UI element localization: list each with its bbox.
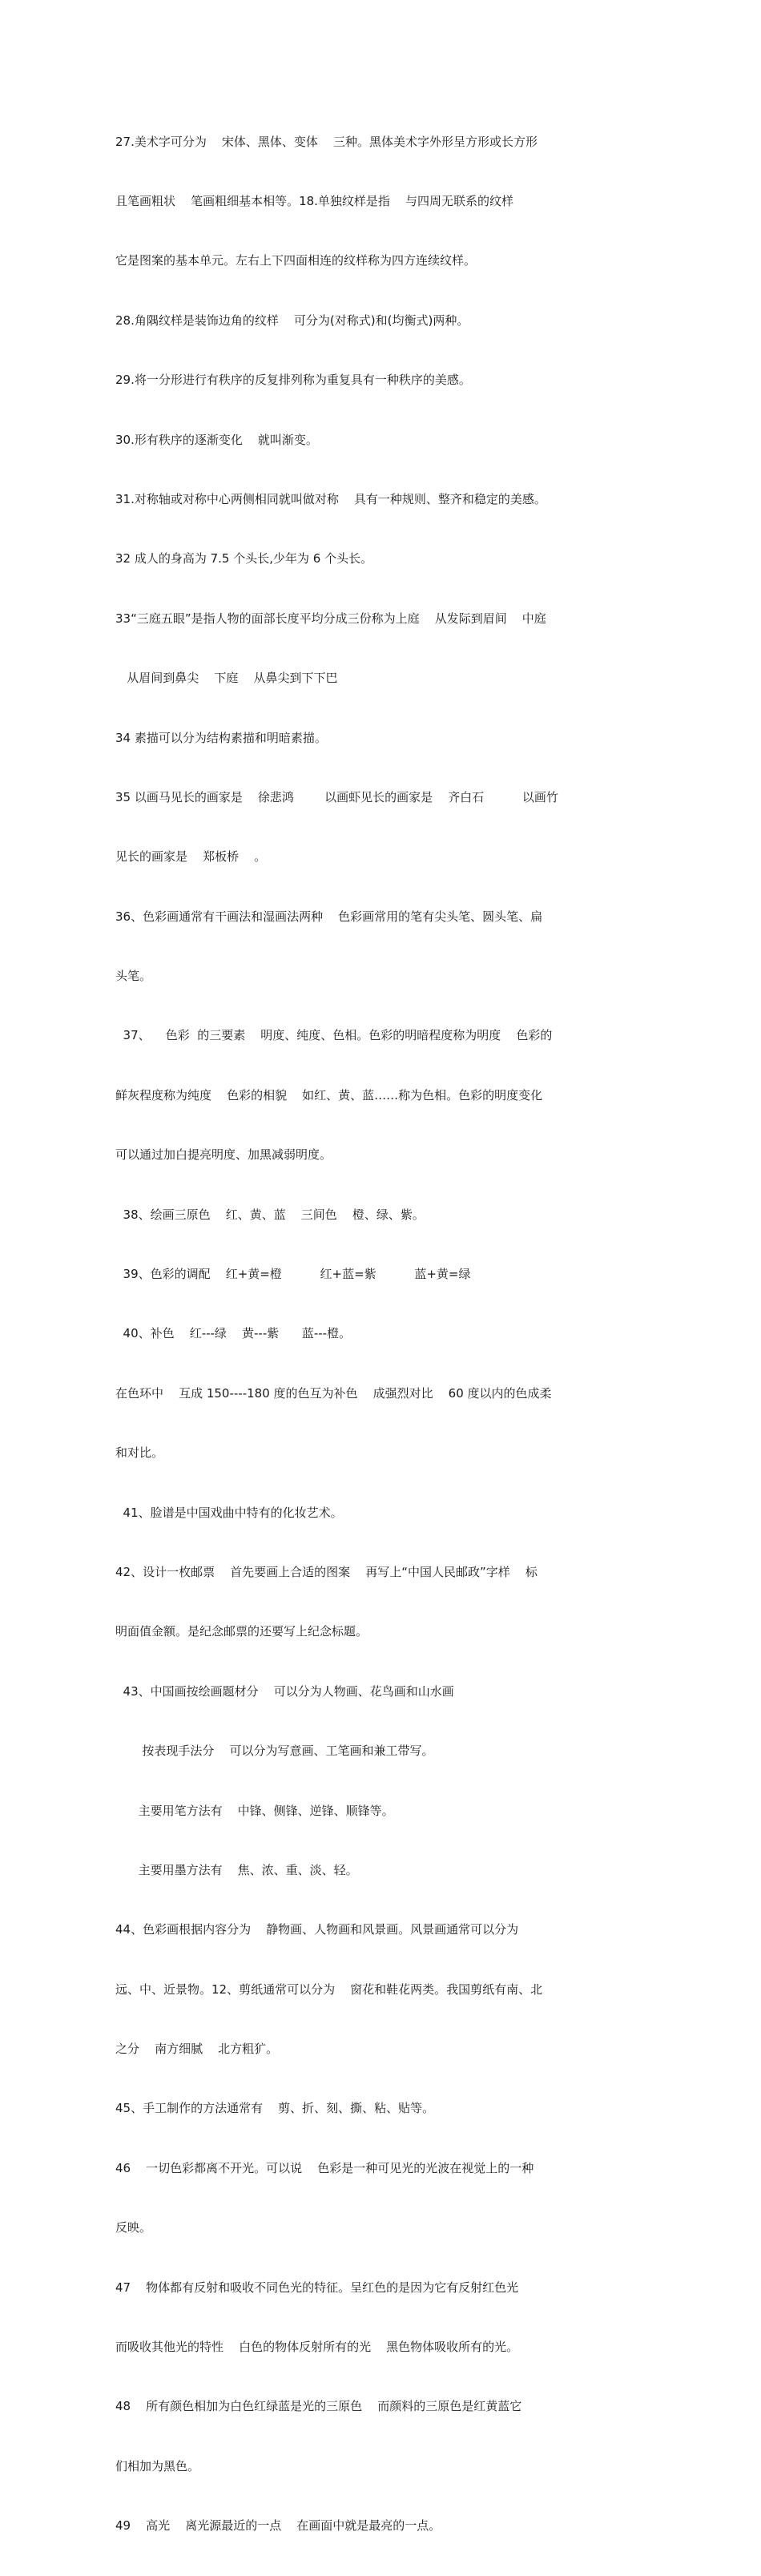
text-line: 可以通过加白提亮明度、加黑减弱明度。 (115, 1147, 332, 1163)
text-line: 反映。 (115, 2220, 152, 2235)
text-line: 37、 色彩 的三要素 明度、纯度、色相。色彩的明暗程度称为明度 色彩的 (115, 1028, 553, 1043)
text-line: 47 物体都有反射和吸收不同色光的特征。呈红色的是因为它有反射红色光 (115, 2280, 519, 2295)
text-line: 鲜灰程度称为纯度 色彩的相貌 如红、黄、蓝……称为色相。色彩的明度变化 (115, 1087, 543, 1103)
text-line: 主要用笔方法有 中锋、侧锋、逆锋、顺锋等。 (115, 1803, 394, 1818)
text-line: 见长的画家是 郑板桥 。 (115, 849, 267, 865)
text-line: 27.美术字可分为 宋体、黑体、变体 三种。黑体美术字外形呈方形或长方形 (115, 134, 538, 149)
text-line: 28.角隅纹样是装饰边角的纹样 可分为(对称式)和(均衡式)两种。 (115, 312, 469, 328)
text-line: 31.对称轴或对称中心两侧相同就叫做对称 具有一种规则、整齐和稳定的美感。 (115, 491, 546, 506)
text-line: 46 一切色彩都离不开光。可以说 色彩是一种可见光的光波在视觉上的一种 (115, 2160, 534, 2175)
text-line: 33“三庭五眼”是指人物的面部长度平均分成三份称为上庭 从发际到眉间 中庭 (115, 611, 546, 626)
text-line: 头笔。 (115, 969, 152, 984)
text-line: 29.将一分形进行有秩序的反复排列称为重复具有一种秩序的美感。 (115, 373, 471, 388)
text-line: 之分 南方细腻 北方粗犷。 (115, 2042, 279, 2057)
text-line: 41、脸谱是中国戏曲中特有的化妆艺术。 (115, 1505, 343, 1520)
text-line: 38、绘画三原色 红、黄、蓝 三间色 橙、绿、紫。 (115, 1207, 425, 1222)
text-line: 36、色彩画通常有干画法和湿画法两种 色彩画常用的笔有尖头笔、圆头笔、扁 (115, 909, 543, 924)
text-line: 39、色彩的调配 红+黄=橙 红+蓝=紫 蓝+黄=绿 (115, 1267, 471, 1282)
text-line: 34 素描可以分为结构素描和明暗素描。 (115, 730, 327, 745)
text-line: 48 所有颜色相加为白色红绿蓝是光的三原色 而颜料的三原色是红黄蓝它 (115, 2399, 522, 2414)
text-line: 35 以画马见长的画家是 徐悲鸿 以画虾见长的画家是 齐白石 以画竹 (115, 789, 558, 804)
text-line: 42、设计一枚邮票 首先要画上合适的图案 再写上“中国人民邮政”字样 标 (115, 1564, 538, 1579)
text-line: 43、中国画按绘画题材分 可以分为人物画、花鸟画和山水画 (115, 1683, 454, 1699)
document-body (115, 92, 628, 2576)
text-line: 们相加为黑色。 (115, 2458, 200, 2473)
text-line: 远、中、近景物。12、剪纸通常可以分为 窗花和鞋花两类。我国剪纸有南、北 (115, 1981, 543, 1997)
text-line: 30.形有秩序的逐渐变化 就叫渐变。 (115, 432, 318, 447)
text-line: 和对比。 (115, 1445, 164, 1461)
text-line: 49 高光 离光源最近的一点 在画面中就是最亮的一点。 (115, 2518, 441, 2534)
text-line: 在色环中 互成 150----180 度的色互为补色 成强烈对比 60 度以内的色成柔 (115, 1385, 552, 1401)
text-line: 32 成人的身高为 7.5 个头长,少年为 6 个头长。 (115, 551, 373, 566)
text-line: 明面值金额。是纪念邮票的还要写上纪念标题。 (115, 1624, 368, 1639)
text-line: 而吸收其他光的特性 白色的物体反射所有的光 黑色物体吸收所有的光。 (115, 2340, 519, 2355)
text-line: 它是图案的基本单元。左右上下四面相连的纹样称为四方连续纹样。 (115, 253, 477, 268)
text-line: 且笔画粗状 笔画粗细基本相等。18.单独纹样是指 与四周无联系的纹样 (115, 193, 514, 208)
text-line: 40、补色 红---绿 黄---紫 蓝---橙。 (115, 1326, 352, 1341)
text-line: 按表现手法分 可以分为写意画、工笔画和兼工带写。 (115, 1744, 434, 1759)
text-line: 44、色彩画根据内容分为 静物画、人物画和风景画。风景画通常可以分为 (115, 1922, 519, 1937)
text-line: 从眉间到鼻尖 下庭 从鼻尖到下下巴 (115, 671, 338, 686)
text-line: 45、手工制作的方法通常有 剪、折、刻、撕、粘、贴等。 (115, 2101, 435, 2116)
text-line: 主要用墨方法有 焦、浓、重、淡、轻。 (115, 1862, 358, 1877)
